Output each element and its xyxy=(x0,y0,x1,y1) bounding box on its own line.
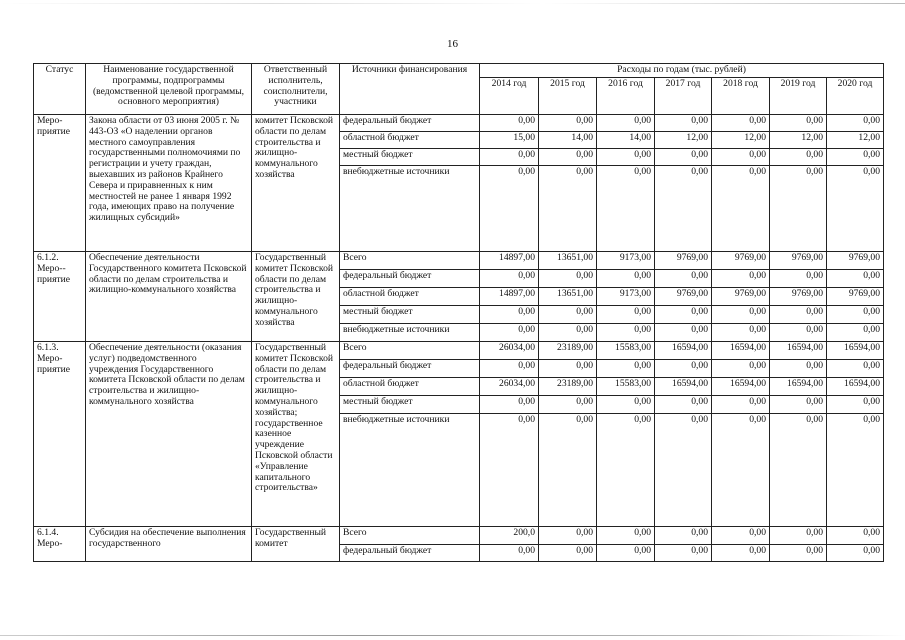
source-cell: местный бюджет xyxy=(340,306,480,324)
status-cell: Меро- приятие xyxy=(34,115,86,252)
value-cell: 12,00 xyxy=(770,132,827,149)
value-cell: 9769,00 xyxy=(655,288,712,306)
value-cell: 0,00 xyxy=(770,527,827,545)
value-cell: 0,00 xyxy=(597,324,655,342)
source-cell: внебюджетные источники xyxy=(340,324,480,342)
value-cell: 0,00 xyxy=(539,545,597,562)
value-cell: 0,00 xyxy=(539,149,597,166)
value-cell: 0,00 xyxy=(655,115,712,132)
value-cell: 16594,00 xyxy=(770,378,827,396)
source-cell: местный бюджет xyxy=(340,396,480,414)
value-cell: 16594,00 xyxy=(827,342,884,360)
value-cell: 0,00 xyxy=(712,414,770,527)
value-cell: 26034,00 xyxy=(480,342,539,360)
value-cell: 0,00 xyxy=(539,396,597,414)
value-cell: 0,00 xyxy=(655,414,712,527)
value-cell: 13651,00 xyxy=(539,252,597,270)
value-cell: 0,00 xyxy=(539,360,597,378)
value-cell: 23189,00 xyxy=(539,342,597,360)
value-cell: 0,00 xyxy=(539,324,597,342)
value-cell: 14897,00 xyxy=(480,288,539,306)
source-cell: Всего xyxy=(340,342,480,360)
header-name: Наименование государственной программы, подпрограммы (ведомственной целевой программы, основного мероприятия) xyxy=(86,64,252,115)
value-cell: 0,00 xyxy=(770,166,827,252)
table-row xyxy=(34,342,884,360)
value-cell: 0,00 xyxy=(480,414,539,527)
name-cell: Субсидия на обеспечение выполнения государственного xyxy=(86,527,252,562)
header-year: 2019 год xyxy=(770,78,827,115)
header-year: 2020 год xyxy=(827,78,884,115)
value-cell: 0,00 xyxy=(597,527,655,545)
executor-cell: Государственный комитет Псковской области по делам строительства и жилищно-коммунального хозяйства; государственное казенное учреждение Псковской области «Управление капитального строительства» xyxy=(252,342,340,527)
table-row xyxy=(34,527,884,545)
value-cell: 9173,00 xyxy=(597,288,655,306)
value-cell: 0,00 xyxy=(827,396,884,414)
value-cell: 16594,00 xyxy=(655,342,712,360)
header-year: 2015 год xyxy=(539,78,597,115)
value-cell: 0,00 xyxy=(480,149,539,166)
name-cell: Обеспечение деятельности Государственного комитета Псковской области по делам строительства и жилищно-коммунального хозяйства xyxy=(86,252,252,342)
value-cell: 0,00 xyxy=(480,270,539,288)
executor-cell: Государственный комитет Псковской области по делам строительства и жилищно-коммунального хозяйства xyxy=(252,252,340,342)
value-cell: 0,00 xyxy=(655,396,712,414)
header-year: 2014 год xyxy=(480,78,539,115)
value-cell: 0,00 xyxy=(655,270,712,288)
value-cell: 0,00 xyxy=(655,360,712,378)
value-cell: 0,00 xyxy=(597,306,655,324)
table-body xyxy=(34,115,884,562)
value-cell: 9173,00 xyxy=(597,252,655,270)
value-cell: 12,00 xyxy=(827,132,884,149)
value-cell: 0,00 xyxy=(712,115,770,132)
header-year: 2018 год xyxy=(712,78,770,115)
value-cell: 9769,00 xyxy=(655,252,712,270)
value-cell: 0,00 xyxy=(597,270,655,288)
value-cell: 0,00 xyxy=(539,270,597,288)
value-cell: 9769,00 xyxy=(712,252,770,270)
value-cell: 0,00 xyxy=(827,545,884,562)
value-cell: 0,00 xyxy=(827,306,884,324)
value-cell: 0,00 xyxy=(827,414,884,527)
value-cell: 0,00 xyxy=(597,149,655,166)
value-cell: 0,00 xyxy=(712,545,770,562)
value-cell: 16594,00 xyxy=(827,378,884,396)
value-cell: 0,00 xyxy=(480,166,539,252)
value-cell: 0,00 xyxy=(480,545,539,562)
budget-table xyxy=(33,63,884,562)
source-cell: федеральный бюджет xyxy=(340,360,480,378)
value-cell: 0,00 xyxy=(655,166,712,252)
name-cell: Обеспечение деятельности (оказания услуг) подведомственного учреждения Государственного комитета Псковской области по делам строительства и жилищно-коммунального хозяйства xyxy=(86,342,252,527)
source-cell: областной бюджет xyxy=(340,288,480,306)
value-cell: 0,00 xyxy=(770,306,827,324)
value-cell: 14,00 xyxy=(597,132,655,149)
value-cell: 0,00 xyxy=(770,545,827,562)
value-cell: 23189,00 xyxy=(539,378,597,396)
value-cell: 0,00 xyxy=(770,270,827,288)
value-cell: 0,00 xyxy=(827,166,884,252)
header-sources: Источники финансирования xyxy=(340,64,480,115)
page-number: 16 xyxy=(447,38,458,50)
value-cell: 0,00 xyxy=(655,545,712,562)
value-cell: 0,00 xyxy=(597,414,655,527)
source-cell: местный бюджет xyxy=(340,149,480,166)
value-cell: 0,00 xyxy=(770,414,827,527)
value-cell: 0,00 xyxy=(712,396,770,414)
source-cell: внебюджетные источники xyxy=(340,166,480,252)
value-cell: 0,00 xyxy=(827,360,884,378)
table-row xyxy=(34,252,884,270)
value-cell: 9769,00 xyxy=(712,288,770,306)
value-cell: 0,00 xyxy=(539,115,597,132)
value-cell: 15583,00 xyxy=(597,378,655,396)
source-cell: областной бюджет xyxy=(340,378,480,396)
source-cell: Всего xyxy=(340,252,480,270)
value-cell: 0,00 xyxy=(712,360,770,378)
table-header xyxy=(34,64,884,115)
value-cell: 0,00 xyxy=(770,396,827,414)
source-cell: Всего xyxy=(340,527,480,545)
value-cell: 0,00 xyxy=(827,324,884,342)
value-cell: 26034,00 xyxy=(480,378,539,396)
header-expenses: Расходы по годам (тыс. рублей) xyxy=(480,64,884,78)
value-cell: 12,00 xyxy=(655,132,712,149)
value-cell: 9769,00 xyxy=(770,252,827,270)
value-cell: 0,00 xyxy=(770,115,827,132)
source-cell: федеральный бюджет xyxy=(340,270,480,288)
value-cell: 0,00 xyxy=(597,396,655,414)
table-row xyxy=(34,115,884,132)
scan-edge-top xyxy=(0,3,905,4)
header-executor: Ответственный исполнитель, соисполнители, участники xyxy=(252,64,340,115)
value-cell: 0,00 xyxy=(712,324,770,342)
value-cell: 13651,00 xyxy=(539,288,597,306)
value-cell: 9769,00 xyxy=(827,288,884,306)
source-cell: федеральный бюджет xyxy=(340,545,480,562)
status-cell: 6.1.2. Меро-- приятие xyxy=(34,252,86,342)
status-cell: 6.1.3. Меро- приятие xyxy=(34,342,86,527)
value-cell: 0,00 xyxy=(539,166,597,252)
value-cell: 0,00 xyxy=(480,396,539,414)
value-cell: 200,0 xyxy=(480,527,539,545)
name-cell: Закона области от 03 июня 2005 г. № 443-ОЗ «О наделении органов местного самоуправления государственными полномочиями по регистрации и учету граждан, выехавших из районов Крайнего Севера и приравненных к ним местностей не ранее 1 января 1992 года, имеющих право на получение жилищных субсидий» xyxy=(86,115,252,252)
value-cell: 0,00 xyxy=(480,324,539,342)
value-cell: 12,00 xyxy=(712,132,770,149)
value-cell: 0,00 xyxy=(480,360,539,378)
value-cell: 9769,00 xyxy=(770,288,827,306)
value-cell: 16594,00 xyxy=(712,378,770,396)
source-cell: федеральный бюджет xyxy=(340,115,480,132)
value-cell: 14897,00 xyxy=(480,252,539,270)
value-cell: 0,00 xyxy=(827,270,884,288)
value-cell: 15,00 xyxy=(480,132,539,149)
value-cell: 15583,00 xyxy=(597,342,655,360)
value-cell: 0,00 xyxy=(597,360,655,378)
value-cell: 0,00 xyxy=(712,149,770,166)
value-cell: 0,00 xyxy=(827,149,884,166)
value-cell: 16594,00 xyxy=(655,378,712,396)
value-cell: 14,00 xyxy=(539,132,597,149)
value-cell: 0,00 xyxy=(655,527,712,545)
value-cell: 16594,00 xyxy=(712,342,770,360)
source-cell: областной бюджет xyxy=(340,132,480,149)
header-year: 2017 год xyxy=(655,78,712,115)
value-cell: 0,00 xyxy=(655,149,712,166)
executor-cell: комитет Псковской области по делам строительства и жилищно-коммунального хозяйства xyxy=(252,115,340,252)
value-cell: 0,00 xyxy=(480,306,539,324)
value-cell: 0,00 xyxy=(712,270,770,288)
executor-cell: Государственный комитет xyxy=(252,527,340,562)
value-cell: 0,00 xyxy=(770,324,827,342)
value-cell: 0,00 xyxy=(597,115,655,132)
value-cell: 0,00 xyxy=(597,166,655,252)
scan-edge-bottom xyxy=(0,635,905,636)
value-cell: 0,00 xyxy=(712,527,770,545)
value-cell: 9769,00 xyxy=(827,252,884,270)
value-cell: 0,00 xyxy=(712,166,770,252)
source-cell: внебюджетные источники xyxy=(340,414,480,527)
value-cell: 0,00 xyxy=(539,527,597,545)
status-cell: 6.1.4. Меро- xyxy=(34,527,86,562)
value-cell: 0,00 xyxy=(712,306,770,324)
value-cell: 0,00 xyxy=(539,414,597,527)
value-cell: 0,00 xyxy=(655,306,712,324)
value-cell: 0,00 xyxy=(597,545,655,562)
value-cell: 16594,00 xyxy=(770,342,827,360)
value-cell: 0,00 xyxy=(827,115,884,132)
value-cell: 0,00 xyxy=(827,527,884,545)
value-cell: 0,00 xyxy=(655,324,712,342)
value-cell: 0,00 xyxy=(480,115,539,132)
header-year: 2016 год xyxy=(597,78,655,115)
value-cell: 0,00 xyxy=(770,149,827,166)
value-cell: 0,00 xyxy=(539,306,597,324)
value-cell: 0,00 xyxy=(770,360,827,378)
header-status: Статус xyxy=(34,64,86,115)
